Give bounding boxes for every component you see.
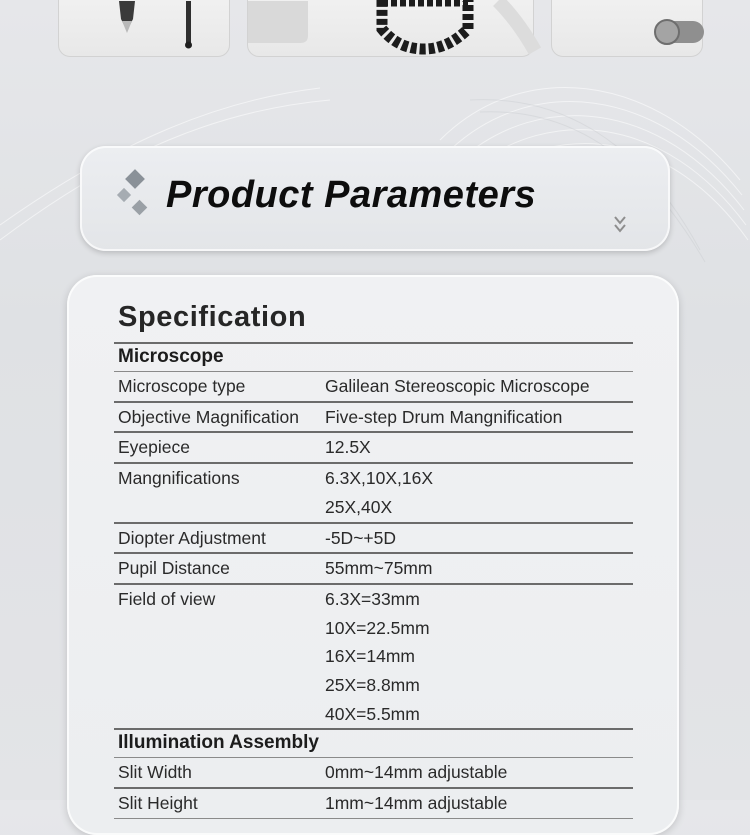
product-photo-tile [551, 0, 703, 57]
section-header: Microscope [114, 344, 633, 372]
row-value: Galilean Stereoscopic Microscope [325, 376, 590, 396]
row-value: 1mm~14mm adjustable [325, 793, 508, 814]
double-chevron-down-icon [613, 214, 627, 236]
product-parameters-banner [80, 146, 670, 251]
row-value: Five-step Drum Mangnification [325, 406, 563, 427]
row-label: Diopter Adjustment [118, 527, 266, 548]
page-title: Product Parameters [166, 174, 537, 216]
table-row [114, 464, 633, 523]
table-row [114, 789, 633, 819]
product-photo-tile [58, 0, 230, 57]
specification-title: Specification [118, 301, 307, 333]
table-row [114, 758, 633, 789]
row-value: 25X=8.8mm [325, 675, 420, 696]
row-value: 6.3X=33mm [325, 588, 420, 609]
table-row [114, 433, 633, 464]
row-label: Microscope type [118, 376, 246, 396]
row-value: 40X=5.5mm [325, 703, 420, 724]
table-row [114, 403, 633, 434]
table-row [114, 524, 633, 555]
section-header: Illumination Assembly [114, 730, 633, 758]
row-value: 12.5X [325, 437, 371, 458]
row-label: Slit Height [118, 793, 198, 814]
product-photo-tile [247, 0, 534, 57]
row-label: Field of view [118, 588, 216, 609]
specification-table [114, 342, 633, 819]
row-value: -5D~+5D [325, 527, 397, 548]
table-row [114, 585, 633, 731]
diamonds-icon [114, 168, 154, 224]
row-value: 10X=22.5mm [325, 617, 430, 638]
row-label: Objective Magnification [118, 406, 299, 427]
row-label: Mangnifications [118, 468, 240, 489]
product-photo-strip [0, 0, 750, 58]
row-value: 25X,40X [325, 496, 393, 517]
row-label: Pupil Distance [118, 558, 230, 579]
row-value: 0mm~14mm adjustable [325, 762, 508, 783]
row-value: 16X=14mm [325, 646, 415, 667]
table-row [114, 372, 633, 403]
specification-card [67, 275, 679, 835]
row-value: 55mm~75mm [325, 558, 433, 579]
table-row [114, 554, 633, 585]
row-label: Slit Width [118, 762, 192, 783]
row-label: Eyepiece [118, 437, 190, 458]
row-value: 6.3X,10X,16X [325, 468, 433, 489]
